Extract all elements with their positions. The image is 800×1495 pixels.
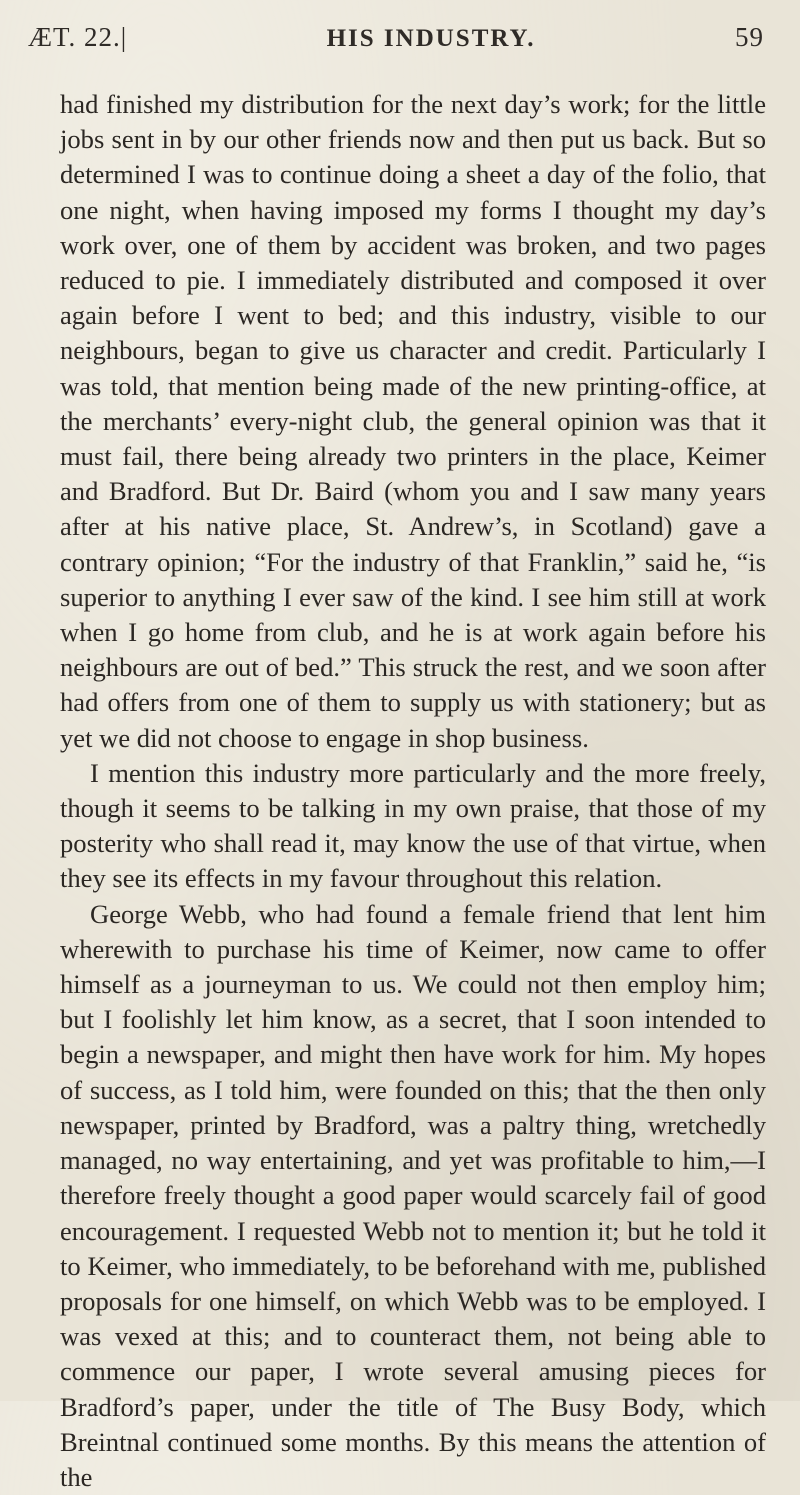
running-title: HIS INDUSTRY. xyxy=(326,25,536,52)
body-text xyxy=(60,87,766,1495)
chapter-age-marker: ÆT. 22.| xyxy=(28,22,128,52)
page-number: 59 xyxy=(734,22,764,52)
paragraph-george-webb: George Webb, who had found a female friend that lent him wherewith to purchase his time of Keimer, now came to offer himself as a journeyman to us. We could not then employ him; but I foolishly let him know, as a secret, that I soon intended to begin a newspaper, and might then have work for him. My hopes of success, as I told him, were founded on this; that the then only newspaper, printed by Bradford, was a paltry thing, wretchedly managed, no way entertaining, and yet was profitable to him,—I therefore freely thought a good paper would scarcely fail of good encouragement. I requested Webb not to mention it; but he told it to Keimer, who immediately, to be beforehand with me, published proposals for one himself, on which Webb was to be employed. I was vexed at this; and to counteract them, not being able to commence our paper, I wrote several amusing pieces for Bradford’s paper, under the title of The Busy Body, which Breintnal continued some months. By this means the attention of the xyxy=(60,898,766,1492)
running-head xyxy=(28,22,766,53)
paragraph-industry-mention: I mention this industry more particularly and the more freely, though it seems to be talking in my own praise, that those of my posterity who shall read it, may know the use of that virtue, when they see its effects in my favour throughout this relation. xyxy=(60,757,766,894)
paragraph-continuation: had finished my distribution for the next day’s work; for the little jobs sent in by our other friends now and then put us back. But so determined I was to continue doing a sheet a day of the folio, that one night, when having imposed my forms I thought my day’s work over, one of them by accident was broken, and two pages reduced to pie. I immediately distributed and composed it over again before I went to bed; and this industry, visible to our neighbours, began to give us character and credit. Particularly I was told, that mention being made of the new printing-office, at the merchants’ every-night club, the general opinion was that it must fail, there being already two printers in the place, Keimer and Bradford. But Dr. Baird (whom you and I saw many years after at his native place, St. Andrew’s, in Scotland) gave a contrary opinion; “For the industry of that Franklin,” said he, “is superior to anything I ever saw of the kind. I see him still at work when I go home from club, and he is at work again before his neighbours are out of bed.” This struck the rest, and we soon after had offers from one of them to supply us with stationery; but as yet we did not choose to engage in shop business. xyxy=(60,89,766,753)
